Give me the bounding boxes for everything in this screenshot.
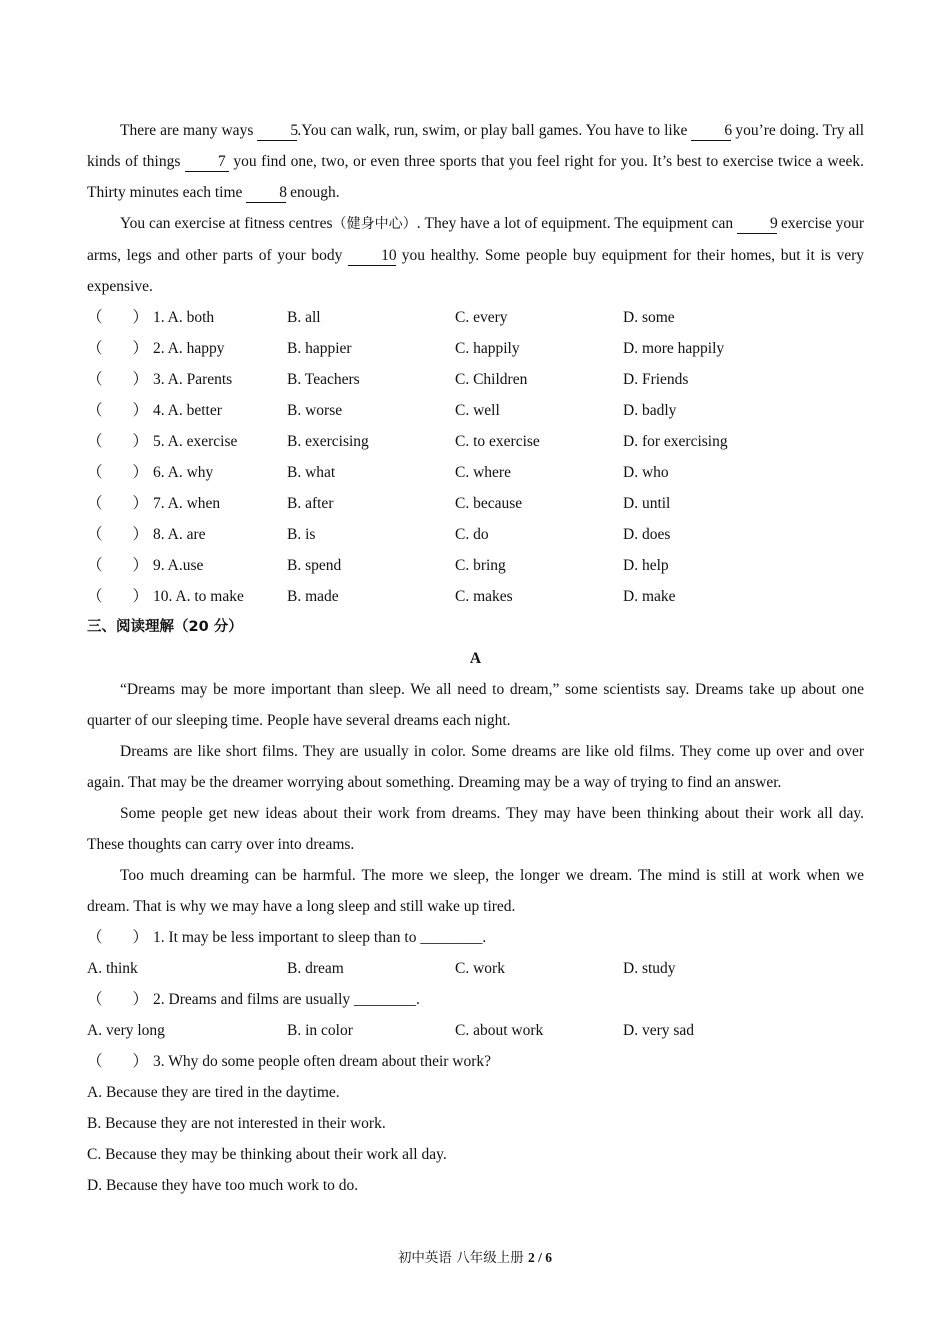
option-b: B. all — [287, 309, 321, 326]
text-segment: . They have a lot of equipment. The equipment can — [416, 215, 734, 232]
choice-row — [87, 426, 864, 457]
reading-paragraph: Some people get new ideas about their work from dreams. They may have been thinking about their work all day. These thoughts can carry over into dreams. — [87, 805, 864, 853]
footer-text: 初中英语 八年级上册 — [397, 1250, 524, 1266]
cloze-paragraph-1 — [87, 115, 864, 208]
cjk-gloss: （健身中心） — [332, 216, 417, 232]
option-d: D. more happily — [623, 340, 725, 357]
option-c: C. well — [455, 402, 500, 419]
option-b: B. Teachers — [287, 371, 360, 388]
answer-paren[interactable]: （ ） — [87, 929, 149, 946]
option-c: C. makes — [455, 588, 513, 605]
cloze-paragraph-2 — [87, 208, 864, 302]
option-b: B. Because they are not interested in their work. — [87, 1115, 386, 1132]
text-segment: You can exercise at fitness centres — [120, 215, 333, 232]
text-segment: .You can walk, run, swim, or play ball games. You have to like — [297, 122, 688, 139]
choice-row — [87, 457, 864, 488]
option-b: B. is — [287, 526, 316, 543]
option-c: C. where — [455, 464, 511, 481]
choice-row — [87, 395, 864, 426]
option-d: D. very sad — [623, 1022, 695, 1039]
option-b: B. in color — [287, 1022, 353, 1039]
answer-paren[interactable]: （ ） — [87, 371, 149, 388]
page-footer — [0, 1246, 950, 1266]
option-d: D. who — [623, 464, 669, 481]
option-d: D. Friends — [623, 371, 689, 388]
option-a: 7. A. when — [153, 495, 221, 512]
option-c: C. about work — [455, 1022, 544, 1039]
reading-paragraph: Too much dreaming can be harmful. The more we sleep, the longer we dream. The mind is still at work when we dream. That is why we may have a long sleep and still wake up tired. — [87, 867, 864, 915]
answer-paren[interactable]: （ ） — [87, 526, 149, 543]
document-page — [87, 115, 864, 1201]
option-a: 8. A. are — [153, 526, 206, 543]
answer-paren[interactable]: （ ） — [87, 340, 149, 357]
option-b: B. dream — [287, 960, 344, 977]
option-c: C. bring — [455, 557, 506, 574]
passage-label: A — [469, 650, 482, 667]
option-c: C. work — [455, 960, 505, 977]
answer-paren[interactable]: （ ） — [87, 588, 149, 605]
option-d: D. make — [623, 588, 676, 605]
option-d: D. for exercising — [623, 433, 728, 450]
text-segment: exercise your arms, legs and other parts of your body — [87, 215, 865, 264]
option-a: A. Because they are tired in the daytime. — [87, 1084, 340, 1101]
choice-row — [87, 550, 864, 581]
question-stem: 1. It may be less important to sleep than to ________. — [153, 929, 487, 946]
question-stem: 2. Dreams and films are usually ________. — [153, 991, 420, 1008]
reading-paragraph: “Dreams may be more important than sleep. We all need to dream,” some scientists say. Dreams take up about one quarter of our sleeping time. People have several dreams each night. — [87, 681, 864, 729]
option-a: 4. A. better — [153, 402, 222, 419]
option-d: D. until — [623, 495, 671, 512]
option-d: D. does — [623, 526, 671, 543]
question-1-options — [87, 953, 864, 984]
option-c: C. to exercise — [455, 433, 540, 450]
option-b: B. after — [287, 495, 334, 512]
option-d: D. some — [623, 309, 675, 326]
option-b: B. worse — [287, 402, 343, 419]
page-number: 2 / 6 — [528, 1250, 553, 1265]
blank-6: 6 — [691, 122, 731, 141]
option-c: C. happily — [455, 340, 520, 357]
question-2-options — [87, 1015, 864, 1046]
option-d: D. badly — [623, 402, 677, 419]
question-2 — [87, 984, 864, 1015]
question-stem: 3. Why do some people often dream about their work? — [153, 1053, 492, 1070]
option-a: 5. A. exercise — [153, 433, 238, 450]
option-d: D. help — [623, 557, 669, 574]
answer-paren[interactable]: （ ） — [87, 402, 149, 419]
option-d: D. study — [623, 960, 676, 977]
answer-paren[interactable]: （ ） — [87, 433, 149, 450]
option-d: D. Because they have too much work to do. — [87, 1177, 359, 1194]
answer-paren[interactable]: （ ） — [87, 557, 149, 574]
text-segment: you’re doing. Try all kinds of things — [87, 122, 865, 170]
blank-8: 8 — [246, 184, 286, 203]
choice-row — [87, 519, 864, 550]
blank-9: 9 — [737, 215, 777, 234]
option-b: B. spend — [287, 557, 342, 574]
answer-paren[interactable]: （ ） — [87, 464, 149, 481]
choice-row — [87, 333, 864, 364]
option-c: C. Because they may be thinking about their work all day. — [87, 1146, 447, 1163]
choice-row — [87, 302, 864, 333]
option-c: C. because — [455, 495, 523, 512]
option-c: C. Children — [455, 371, 528, 388]
blank-5: 5 — [257, 122, 297, 141]
answer-paren[interactable]: （ ） — [87, 1053, 149, 1070]
choice-row — [87, 581, 864, 612]
question-1 — [87, 922, 864, 953]
option-c: C. every — [455, 309, 508, 326]
text-segment: There are many ways — [120, 122, 254, 139]
choice-row — [87, 364, 864, 395]
answer-paren[interactable]: （ ） — [87, 309, 149, 326]
section-heading: 三、阅读理解（20 分） — [87, 619, 243, 635]
option-a: 2. A. happy — [153, 340, 225, 357]
choice-row — [87, 488, 864, 519]
answer-paren[interactable]: （ ） — [87, 991, 149, 1008]
text-segment: you healthy. Some people buy equipment for their homes, but it is very expensive. — [87, 247, 865, 295]
text-segment: enough. — [290, 184, 340, 201]
option-b: B. what — [287, 464, 336, 481]
reading-paragraph: Dreams are like short films. They are usually in color. Some dreams are like old films. They come up over and over again. That may be the dreamer worrying about something. Dreaming may be a way of trying to find an answer. — [87, 743, 864, 791]
option-a: A. very long — [87, 1022, 165, 1039]
option-a: A. think — [87, 960, 138, 977]
option-a: 3. A. Parents — [153, 371, 233, 388]
text-segment: you find one, two, or even three sports that you feel right for you. It’s best to exercise twice a week. Thirty minutes each time — [87, 153, 864, 201]
option-a: 6. A. why — [153, 464, 214, 481]
option-c: C. do — [455, 526, 489, 543]
question-3 — [87, 1046, 864, 1077]
answer-paren[interactable]: （ ） — [87, 495, 149, 512]
option-b: B. made — [287, 588, 339, 605]
option-b: B. exercising — [287, 433, 369, 450]
option-a: 1. A. both — [153, 309, 215, 326]
cloze-choices — [87, 302, 864, 612]
option-a: 10. A. to make — [153, 588, 244, 605]
option-a: 9. A.use — [153, 557, 204, 574]
blank-10: 10 — [348, 247, 396, 266]
blank-7: 7 — [185, 153, 229, 172]
option-b: B. happier — [287, 340, 352, 357]
